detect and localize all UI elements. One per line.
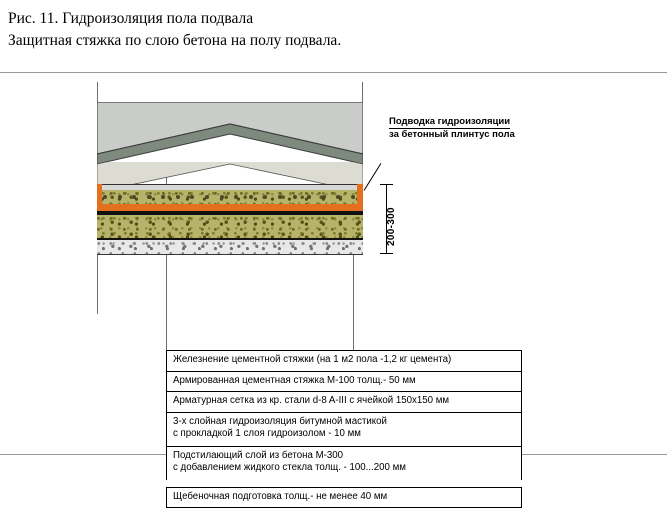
legend-item-4-text-line-1: 3-х слойная гидроизоляция битумной мастикой	[173, 416, 387, 427]
legend-item-1-text: Железнение цементной стяжки (на 1 м2 пола -1,2 кг цемента)	[173, 354, 451, 365]
legend-item-2-text: Армированная цементная стяжка М-100 толщ.- 50 мм	[173, 375, 416, 386]
rebar-dot	[322, 195, 326, 199]
rebar-dot	[161, 195, 165, 199]
rebar-dot	[132, 195, 136, 199]
dimension-marker	[378, 184, 398, 254]
rebar-dot	[220, 195, 224, 199]
rebar-dot	[118, 195, 122, 199]
rebar-dot	[190, 195, 194, 199]
rebar-dot	[103, 195, 107, 199]
callout-waterproofing	[389, 116, 515, 141]
caption-line-1: Рис. 11. Гидроизоляция пола подвала	[8, 8, 658, 30]
legend-item-5	[166, 446, 522, 480]
legend-item-5-text-line-2: с добавлением жидкого стекла толщ. - 100...200 мм	[173, 462, 406, 473]
rebar-dot	[147, 195, 151, 199]
rebar-dot	[293, 195, 297, 199]
legend-item-3-text: Арматурная сетка из кр. стали d-8 A-III с ячейкой 150х150 мм	[173, 395, 449, 406]
legend-item-3	[166, 391, 522, 412]
rebar-dot	[336, 195, 340, 199]
legend-item-4-text-line-2: с прокладкой 1 слоя гидроизолом - 10 мм	[173, 428, 361, 439]
legend-item-4	[166, 412, 522, 446]
layer-rebar-mesh	[103, 194, 355, 199]
rebar-dot	[249, 195, 253, 199]
rebar-dot	[263, 195, 267, 199]
legend-item-6-text: Щебеночная подготовка толщ.- не менее 40 мм	[173, 491, 387, 502]
legend-item-1	[166, 350, 522, 371]
legend-item-5-text-line-1: Подстилающий слой из бетона М-300	[173, 450, 343, 461]
layer-gravel-preparation	[97, 240, 363, 255]
layer-concrete-base	[97, 215, 363, 240]
legend-item-2	[166, 371, 522, 392]
rebar-dot	[307, 195, 311, 199]
legend-spacer	[166, 480, 522, 487]
callout-line-2: за бетонный плинтус пола	[389, 129, 515, 140]
rebar-dot	[351, 195, 355, 199]
waterproofing-upturn-right	[357, 184, 363, 211]
figure-caption	[8, 8, 658, 52]
caption-line-2: Защитная стяжка по слою бетона на полу подвала.	[8, 30, 658, 52]
rebar-dot	[278, 195, 282, 199]
layer-waterproofing-bitumen	[97, 204, 363, 211]
dimension-cap-top	[380, 184, 393, 185]
dimension-cap-bottom	[380, 253, 393, 254]
rebar-dot	[205, 195, 209, 199]
callout-line-1: Подводка гидроизоляции	[389, 116, 510, 129]
dimension-label: 200-300	[386, 207, 397, 246]
layers-legend	[166, 350, 522, 508]
waterproofing-upturn-left	[97, 184, 102, 211]
legend-item-6	[166, 487, 522, 508]
rebar-dot	[234, 195, 238, 199]
section-drawing	[0, 72, 667, 454]
rebar-dot	[176, 195, 180, 199]
